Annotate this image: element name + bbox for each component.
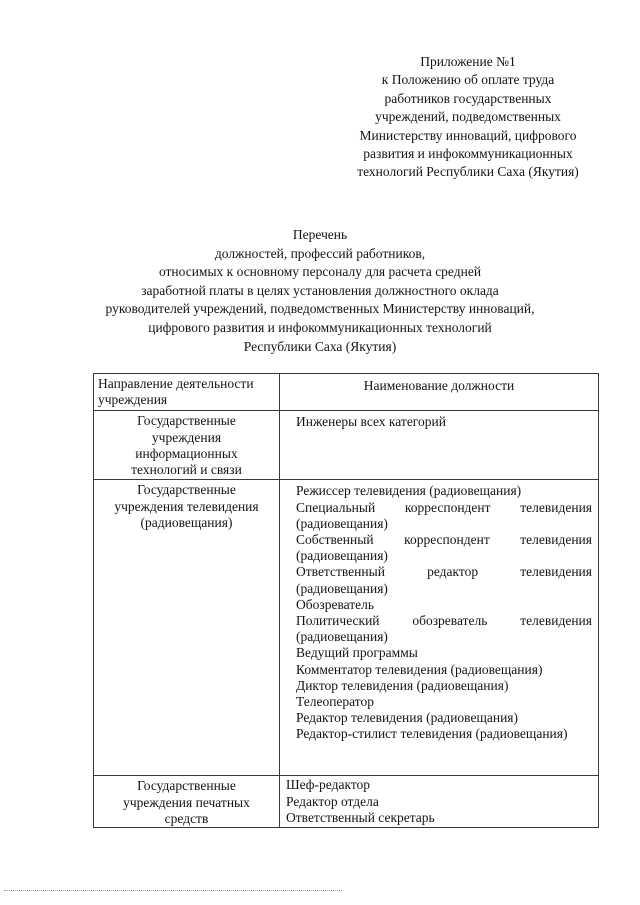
position-item: Специальный корреспондент телевидения (радиовещания): [296, 499, 592, 531]
direction-line: Государственные: [137, 413, 236, 429]
title-line: цифрового развития и инфокоммуникационных технологий: [148, 319, 492, 335]
position-item: Редактор отдела: [286, 793, 379, 809]
direction-line: технологий и связи: [131, 462, 242, 478]
direction-line: Государственные: [137, 482, 236, 498]
position-item: Политический обозреватель телевидения (радиовещания): [296, 613, 592, 645]
position-item: Ответственный редактор телевидения (радиовещания): [296, 564, 592, 596]
table-row: [94, 411, 599, 480]
header-position: Наименование должности: [280, 374, 599, 411]
appendix-line: технологий Республики Саха (Якутия): [357, 164, 579, 180]
direction-line: информационных: [135, 445, 238, 461]
scan-edge-line: [4, 890, 342, 891]
direction-line: Государственные: [137, 778, 236, 794]
direction-line: средств: [164, 810, 209, 826]
position-item: Собственный корреспондент телевидения (радиовещания): [296, 532, 592, 564]
position-item: Инженеры всех категорий: [296, 414, 446, 430]
positions-table: [93, 373, 599, 828]
appendix-line: работников государственных: [384, 90, 552, 106]
direction-cell: [94, 480, 280, 776]
direction-cell: [94, 776, 280, 828]
title-line: заработной платы в целях установления должностного оклада: [141, 282, 499, 298]
title-line: руководителей учреждений, подведомственных Министерству инноваций,: [105, 301, 535, 317]
direction-line: учреждения телевидения: [114, 498, 259, 514]
position-item: Режиссер телевидения (радиовещания): [296, 483, 522, 499]
table-row: [94, 480, 599, 776]
direction-cell: [94, 411, 280, 480]
header-direction: Направление деятельности учреждения: [94, 374, 280, 411]
direction-line: учреждения: [151, 429, 222, 445]
direction-line: учреждения печатных: [123, 794, 250, 810]
position-item: Обозреватель: [296, 596, 375, 612]
position-item: Телеоператор: [296, 694, 375, 710]
position-item: Комментатор телевидения (радиовещания): [296, 661, 543, 677]
position-item: Диктор телевидения (радиовещания): [296, 677, 509, 693]
positions-cell: [280, 411, 599, 480]
appendix-header: [330, 53, 606, 182]
document-title: [70, 226, 570, 356]
positions-cell: [280, 776, 599, 828]
position-item: Ведущий программы: [296, 645, 418, 661]
position-item: Ответственный секретарь: [286, 809, 435, 825]
appendix-line: учреждений, подведомственных: [375, 109, 561, 125]
direction-line: (радиовещания): [140, 514, 233, 530]
title-line: должностей, профессий работников,: [214, 245, 426, 261]
title-line: относимых к основному персоналу для расчета средней: [158, 264, 482, 280]
position-item: Редактор телевидения (радиовещания): [296, 710, 519, 726]
table-header-row: [94, 374, 599, 411]
appendix-line: Министерству инноваций, цифрового: [359, 127, 577, 143]
position-item: Редактор-стилист телевидения (радиовещания): [296, 726, 568, 742]
appendix-line: к Положению об оплате труда: [381, 72, 555, 88]
title-line: Перечень: [292, 227, 348, 242]
table-row: [94, 776, 599, 828]
appendix-line: Приложение №1: [420, 54, 516, 69]
appendix-line: развития и инфокоммуникационных: [363, 146, 573, 162]
position-item: Шеф-редактор: [286, 777, 371, 793]
title-line: Республики Саха (Якутия): [243, 338, 397, 354]
positions-cell: [280, 480, 599, 776]
